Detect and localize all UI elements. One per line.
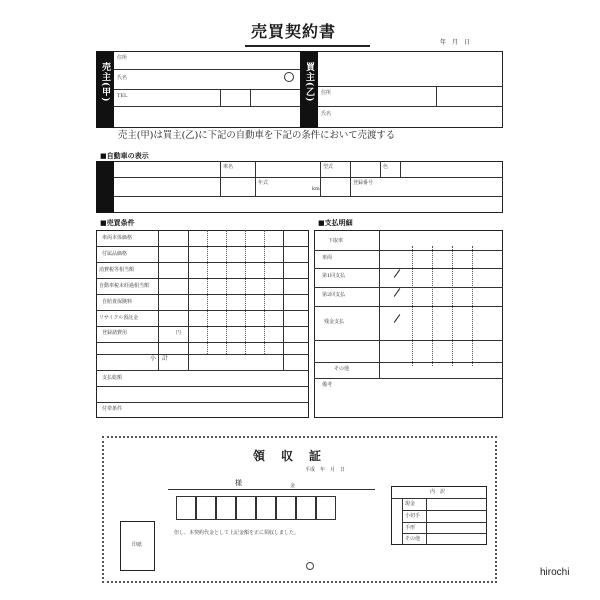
sale-row-line: [96, 310, 309, 311]
breakdown-line: [402, 522, 487, 523]
sale-row-label: 登録諸費用: [102, 330, 128, 336]
sale-subtotal-label: 小 計: [150, 355, 169, 362]
amount-digit-box: [196, 496, 216, 520]
breakdown-row-label: 手形: [405, 525, 416, 531]
seller-address-label: 住所: [117, 55, 128, 61]
sale-row-line: [96, 370, 309, 371]
vehicle-left-bar: [96, 161, 114, 213]
breakdown-row-label: その他: [405, 536, 421, 542]
amount-digit-box: [276, 496, 296, 520]
payment-row-line: [314, 287, 503, 288]
breakdown-divider: [426, 498, 427, 545]
sale-row-suffix: 円: [176, 330, 182, 336]
payment-label-divider: [379, 230, 380, 378]
receipt-name-suffix: 様: [235, 479, 242, 487]
breakdown-line: [391, 498, 487, 499]
title-underline: [245, 45, 370, 47]
sale-digit-divider: [207, 230, 208, 354]
payment-row-line: [314, 378, 503, 379]
vehicle-section-title: ■自動車の表示: [100, 151, 149, 160]
vehicle-column-divider: [350, 161, 351, 196]
breakdown-title: 内 訳: [430, 489, 446, 495]
sale-row-line: [96, 402, 309, 403]
buyer-row-line: [318, 106, 503, 107]
vehicle-label-name: 車名: [223, 164, 234, 170]
payment-row-line: [314, 362, 503, 363]
vehicle-label-registration: 登録番号: [353, 180, 374, 186]
vehicle-label-year: 年式: [258, 180, 269, 186]
sale-row-label: 自動車税未経過相当額: [99, 283, 150, 289]
vehicle-row-line: [114, 196, 503, 197]
agreement-text: 売主(甲)は買主(乙)に下記の自動車を下記の条件において売渡する: [118, 130, 396, 141]
seal-circle: [306, 562, 314, 570]
sale-digit-divider: [245, 230, 246, 354]
sale-row-line: [96, 262, 309, 263]
payment-row-label: 備考: [322, 382, 333, 388]
buyer-label: 買主(乙): [304, 62, 314, 103]
buyer-name-label: 氏名: [321, 111, 332, 117]
payment-row-line: [314, 340, 503, 341]
amount-digit-box: [296, 496, 316, 520]
sale-row-line: [96, 342, 309, 343]
vehicle-section: [96, 161, 503, 213]
payment-row-label: 残金支払: [324, 319, 345, 325]
buyer-column-divider: [436, 86, 437, 106]
watermark-text: hirochi: [540, 567, 570, 578]
sale-col-divider: [188, 230, 189, 370]
sale-digit-divider: [264, 230, 265, 354]
sale-row-label: 車両本体価格: [102, 235, 133, 241]
vehicle-column-divider: [400, 161, 401, 177]
payment-row-label: 第2回支払: [322, 292, 346, 298]
sale-row-line: [96, 278, 309, 279]
payment-row-label: 車両: [322, 255, 333, 261]
revenue-stamp-label: 印紙: [132, 542, 143, 548]
sale-condition-label: 付帯条件: [102, 406, 123, 412]
seller-label: 売主(甲): [100, 62, 110, 103]
sale-total-label: 支払総額: [102, 375, 123, 381]
sale-section-title: ■売買条件: [100, 218, 135, 227]
seller-column-divider: [250, 89, 251, 106]
payment-row-label: 第1回支払: [322, 273, 346, 279]
payment-row-line: [314, 306, 503, 307]
sale-row-label: 自賠責保険料: [102, 299, 133, 305]
receipt-amount-label: 金: [290, 483, 296, 489]
payment-row-line: [314, 250, 503, 251]
sale-row-line: [96, 354, 309, 355]
sale-row-label: 消費税等相当額: [99, 267, 135, 273]
vehicle-label-color: 色: [383, 164, 389, 170]
receipt-title: 領 収 証: [253, 449, 324, 463]
amount-digit-box: [236, 496, 256, 520]
date-label: 年 月 日: [440, 39, 471, 46]
amount-digit-box: [316, 496, 336, 520]
payment-section-title: ■支払明細: [318, 218, 353, 227]
buyer-row-line: [318, 86, 503, 87]
receipt-note: 但し、本契約代金として上記金額を正に領収しました。: [174, 530, 300, 536]
vehicle-column-divider: [255, 161, 256, 196]
sale-row-line: [96, 294, 309, 295]
seller-name-label: 氏名: [117, 75, 128, 81]
breakdown-row-label: 現金: [405, 501, 416, 507]
breakdown-line: [402, 533, 487, 534]
buyer-address-label: 住所: [321, 90, 332, 96]
seller-seal-mark: [284, 72, 294, 82]
payment-row-label: その他: [334, 366, 350, 372]
sale-row-label: 付属品価格: [102, 251, 128, 257]
breakdown-row-label: 小切手: [405, 513, 421, 519]
amount-digit-box: [216, 496, 236, 520]
payment-row-label: 下取車: [328, 238, 344, 244]
vehicle-label-model: 型式: [323, 164, 334, 170]
document-title: 売買契約書: [251, 22, 337, 41]
seller-row-line: [114, 106, 300, 107]
vehicle-row-line: [114, 177, 503, 178]
amount-digit-box: [256, 496, 276, 520]
sale-row-label: リサイクル預託金: [99, 315, 139, 321]
amount-digit-box: [176, 496, 196, 520]
vehicle-column-divider: [220, 161, 221, 196]
seller-column-divider: [220, 89, 221, 106]
vehicle-column-divider: [380, 161, 381, 177]
receipt-name-line: [168, 489, 375, 490]
sale-row-line: [96, 246, 309, 247]
breakdown-divider: [402, 498, 403, 545]
sale-label-divider: [158, 230, 159, 370]
breakdown-line: [402, 510, 487, 511]
sale-col-divider: [283, 230, 284, 370]
seller-tel-label: TEL: [117, 93, 128, 99]
receipt-date-label: 平成 年 月 日: [305, 467, 346, 473]
sale-row-line: [96, 386, 309, 387]
sale-digit-divider: [226, 230, 227, 354]
sale-row-line: [96, 326, 309, 327]
sale-conditions-table: [96, 230, 309, 418]
vehicle-column-divider: [320, 161, 321, 196]
payment-row-line: [314, 268, 503, 269]
vehicle-unit-km: km: [312, 186, 320, 192]
seller-row-line: [114, 69, 300, 70]
seller-row-line: [114, 89, 300, 90]
